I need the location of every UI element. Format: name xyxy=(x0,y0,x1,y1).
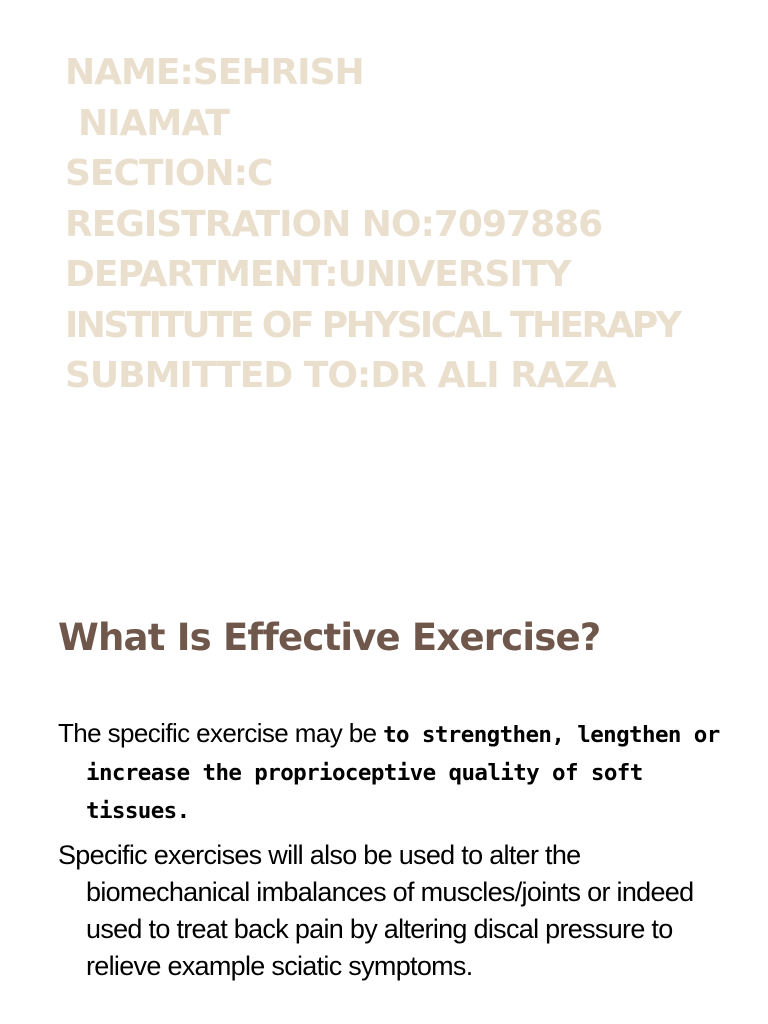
institute-line: INSTITUTE OF PHYSICAL THERAPY xyxy=(65,304,680,346)
paragraph-strengthen-intro: The specific exercise may be xyxy=(58,718,384,748)
paragraph-strengthen xyxy=(58,715,738,829)
surname-line: NIAMAT xyxy=(78,102,229,144)
student-info-header xyxy=(65,48,755,402)
section-title: What Is Effective Exercise? xyxy=(58,616,601,659)
section-line: SECTION:C xyxy=(65,153,273,194)
paragraph-strengthen-emphasis: to strengthen, lengthen or increase the proprioceptive quality of soft tissues. xyxy=(86,722,720,824)
body-text xyxy=(58,715,738,985)
submitted-to-line: SUBMITTED TO:DR ALI RAZA xyxy=(65,355,616,396)
department-line: DEPARTMENT:UNIVERSITY xyxy=(65,254,571,295)
paragraph-biomechanical: Specific exercises will also be used to alter the biomechanical imbalances of muscles/joints or indeed used to treat back pain by altering discal pressure to relieve example sciatic symptoms. xyxy=(58,840,694,981)
registration-line: REGISTRATION NO:7097886 xyxy=(65,203,603,245)
name-line: NAME:SEHRISH xyxy=(65,52,364,93)
